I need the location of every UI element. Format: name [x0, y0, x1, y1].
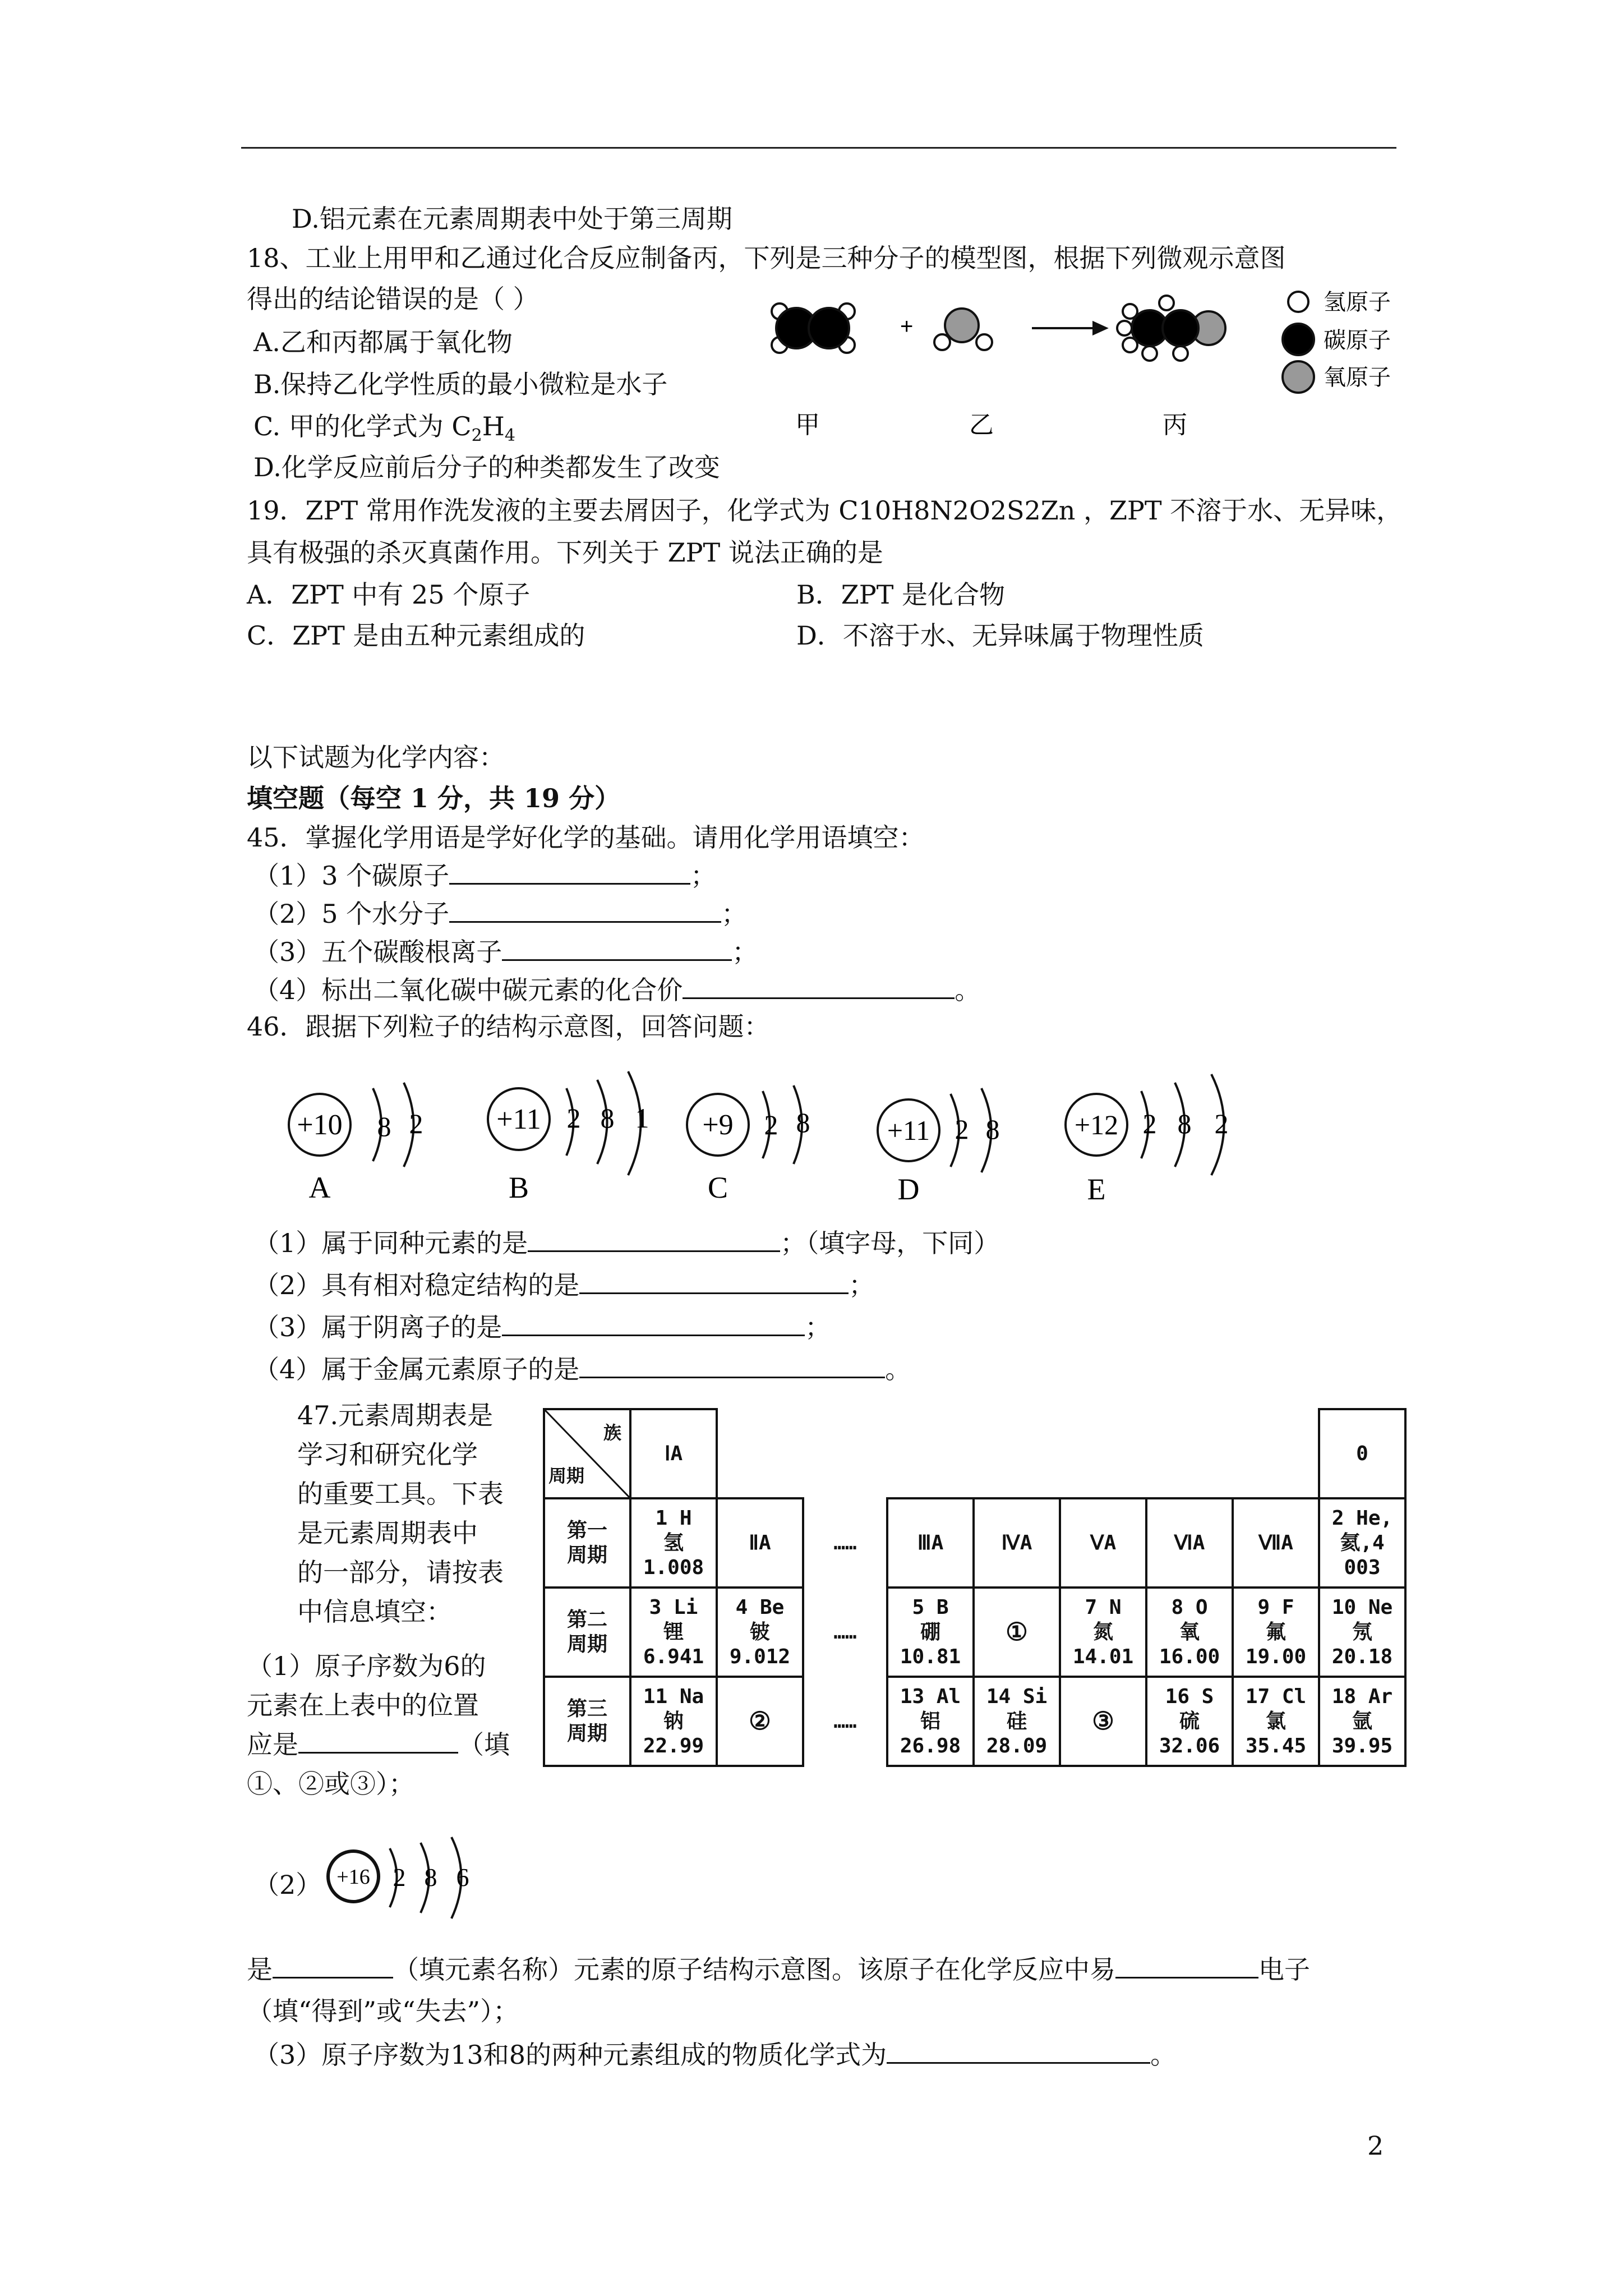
legend-hydrogen: 氢原子 — [1324, 289, 1391, 315]
q46-item-2: （2）具有相对稳定结构的是 ； — [253, 1268, 874, 1302]
cell-F: 9 F 氟 19.00 — [1233, 1588, 1319, 1677]
svg-text:1: 1 — [635, 1102, 649, 1134]
cell-O: 8 O 氧 16.00 — [1146, 1588, 1233, 1677]
header-IIIA: ⅢA — [887, 1498, 974, 1588]
svg-text:8: 8 — [1177, 1108, 1192, 1139]
legend — [1283, 292, 1314, 393]
cell-N: 7 N 氮 14.01 — [1060, 1588, 1146, 1677]
svg-text:A: A — [308, 1171, 331, 1204]
header-0: 0 — [1319, 1409, 1405, 1498]
header-VIIA: ⅦA — [1233, 1498, 1319, 1588]
periodic-table — [543, 1408, 1407, 1767]
particle-d — [878, 1088, 1000, 1206]
molecule-jia — [772, 303, 855, 353]
cell-B: 5 B 硼 10.81 — [887, 1588, 974, 1677]
cell-Ar: 18 Ar 氩 39.95 — [1319, 1677, 1405, 1766]
svg-text:8: 8 — [424, 1863, 437, 1892]
q17-option-d: D.铝元素在元素周期表中处于第三周期 — [292, 204, 732, 234]
q45-item-4: （4）标出二氧化碳中碳元素的化合价 。 — [253, 973, 980, 1007]
svg-text:2: 2 — [409, 1108, 423, 1139]
q47-item1: （1）原子序数为6的 元素在上表中的位置 应是 （填 ①、②或③）； — [247, 1651, 510, 1799]
svg-text:2: 2 — [955, 1114, 969, 1145]
header-IVA: ⅣA — [974, 1498, 1060, 1588]
q45-item-3: （3）五个碳酸根离子 ； — [253, 935, 758, 969]
row2-dots: …… — [833, 1621, 857, 1644]
svg-text:+11: +11 — [496, 1103, 541, 1135]
cell-Na: 11 Na 钠 22.99 — [630, 1677, 717, 1766]
table-corner: 族 周期 — [544, 1409, 630, 1498]
svg-text:6: 6 — [456, 1863, 469, 1892]
legend-oxygen: 氧原子 — [1324, 365, 1391, 390]
q19-option-a: A．ZPT 中有 25 个原子 — [247, 579, 531, 610]
q46-item-1: （1）属于同种元素的是 ；（填字母，下同） — [253, 1226, 999, 1260]
period-1: 第一 周期 — [544, 1498, 630, 1588]
svg-text:+9: +9 — [702, 1109, 734, 1141]
svg-text:8: 8 — [796, 1107, 810, 1138]
q45-item-2: （2）5 个水分子 ； — [253, 896, 747, 931]
q18-stem-line2: 得出的结论错误的是（ ） — [247, 284, 539, 314]
cell-S: 16 S 硫 32.06 — [1146, 1677, 1233, 1766]
header-VA: ⅤA — [1060, 1498, 1146, 1588]
particle-diagrams — [269, 1049, 1290, 1217]
svg-text:2: 2 — [1214, 1108, 1229, 1139]
q47-item3: （3）原子序数为13和8的两种元素组成的物质化学式为 。 — [253, 2037, 1176, 2072]
svg-text:+10: +10 — [297, 1109, 343, 1141]
header-VIA: ⅥA — [1146, 1498, 1233, 1588]
svg-text:2: 2 — [393, 1863, 406, 1892]
reaction-arrow — [1032, 323, 1106, 334]
molecule-yi — [934, 309, 992, 350]
particle-e — [1066, 1074, 1229, 1206]
particle-b — [488, 1071, 649, 1204]
q19-option-c: C．ZPT 是由五种元素组成的 — [247, 620, 585, 651]
particle-a — [289, 1083, 423, 1204]
q47-item2-label: （2） — [253, 1870, 322, 1900]
q18-stem-line1: 18、工业上用甲和乙通过化合反应制备丙，下列是三种分子的模型图，根据下列微观示意图 — [247, 243, 1286, 273]
cell-H: 1 H 氢 1.008 — [630, 1498, 717, 1588]
label-jia: 甲 — [795, 411, 820, 439]
page-number: 2 — [1367, 2131, 1384, 2161]
label-yi: 乙 — [969, 411, 994, 439]
header-IIA: ⅡA — [717, 1498, 803, 1588]
particle-c — [687, 1085, 810, 1204]
q46-stem: 46．跟据下列粒子的结构示意图，回答问题： — [247, 1011, 770, 1042]
q18-option-c: C. 甲的化学式为 $C_2H_4$ — [253, 411, 515, 445]
cell-blank-3: ③ — [1060, 1677, 1146, 1766]
cell-Be: 4 Be 铍 9.012 — [717, 1588, 803, 1677]
svg-text:2: 2 — [1142, 1108, 1157, 1139]
svg-text:2: 2 — [566, 1102, 581, 1134]
chem-intro: 以下试题为化学内容： — [247, 742, 505, 772]
q19-stem-line1: 19．ZPT 常用作洗发液的主要去屑因子，化学式为 C10H8N2O2S2Zn ，ZPT 不溶于水、无异味， — [247, 495, 1403, 526]
header-rule — [241, 147, 1396, 149]
cell-blank-1: ① — [974, 1588, 1060, 1677]
svg-text:D: D — [897, 1172, 920, 1206]
header-IA: ⅠA — [630, 1409, 717, 1498]
cell-Si: 14 Si 硅 28.09 — [974, 1677, 1060, 1766]
svg-text:C: C — [707, 1171, 728, 1204]
cell-Li: 3 Li 锂 6.941 — [630, 1588, 717, 1677]
label-bing: 丙 — [1163, 411, 1187, 439]
q46-item-4: （4）属于金属元素原子的是 。 — [253, 1352, 911, 1386]
cell-Ne: 10 Ne 氖 20.18 — [1319, 1588, 1405, 1677]
svg-text:+12: +12 — [1074, 1109, 1119, 1140]
q19-option-d: D．不溶于水、无异味属于物理性质 — [796, 620, 1204, 651]
svg-text:8: 8 — [377, 1111, 391, 1142]
legend-carbon: 碳原子 — [1324, 328, 1391, 353]
svg-text:2: 2 — [764, 1109, 778, 1140]
molecule-diagram — [763, 280, 1424, 449]
plus-sign: + — [900, 314, 914, 339]
q47-item2-line2: （填“得到”或“失去”）； — [247, 1996, 519, 2026]
q19-option-b: B．ZPT 是化合物 — [796, 579, 1006, 610]
molecule-bing — [1117, 296, 1225, 361]
svg-text:B: B — [508, 1171, 529, 1204]
q18-option-a: A.乙和丙都属于氧化物 — [253, 327, 513, 357]
q18-option-b: B.保持乙化学性质的最小微粒是水子 — [253, 369, 668, 399]
period-2: 第二 周期 — [544, 1588, 630, 1677]
section-title: 填空题（每空 1 分，共 19 分） — [247, 783, 621, 813]
q18-option-d: D.化学反应前后分子的种类都发生了改变 — [253, 452, 720, 482]
svg-text:+16: +16 — [336, 1865, 370, 1889]
row3-dots: …… — [833, 1710, 857, 1733]
svg-text:8: 8 — [985, 1114, 1000, 1145]
header-dots: …… — [833, 1531, 857, 1554]
period-3: 第三 周期 — [544, 1677, 630, 1766]
cell-blank-2: ② — [717, 1677, 803, 1766]
sulfur-atom-diagram — [320, 1829, 488, 1924]
cell-Cl: 17 Cl 氯 35.45 — [1233, 1677, 1319, 1766]
q19-stem-line2: 具有极强的杀灭真菌作用。下列关于 ZPT 说法正确的是 — [247, 537, 883, 568]
svg-text:E: E — [1087, 1172, 1106, 1206]
q45-item-1: （1）3 个碳原子 ； — [253, 858, 716, 892]
q47-side-text: 47.元素周期表是 学习和研究化学 的重要工具。下表 是元素周期表中 的一部分，请按表 中信息填空： — [297, 1400, 504, 1627]
cell-Al: 13 Al 铝 26.98 — [887, 1677, 974, 1766]
q45-stem: 45．掌握化学用语是学好化学的基础。请用化学用语填空： — [247, 822, 925, 853]
q47-item2-line1: 是 （填元素名称）元素的原子结构示意图。该原子在化学反应中易 电子 — [247, 1952, 1310, 1986]
svg-text:+11: +11 — [887, 1115, 930, 1146]
svg-text:8: 8 — [600, 1102, 615, 1134]
q46-item-3: （3）属于阴离子的是 ； — [253, 1310, 831, 1344]
cell-He: 2 He,氦,4 003 — [1319, 1498, 1405, 1588]
